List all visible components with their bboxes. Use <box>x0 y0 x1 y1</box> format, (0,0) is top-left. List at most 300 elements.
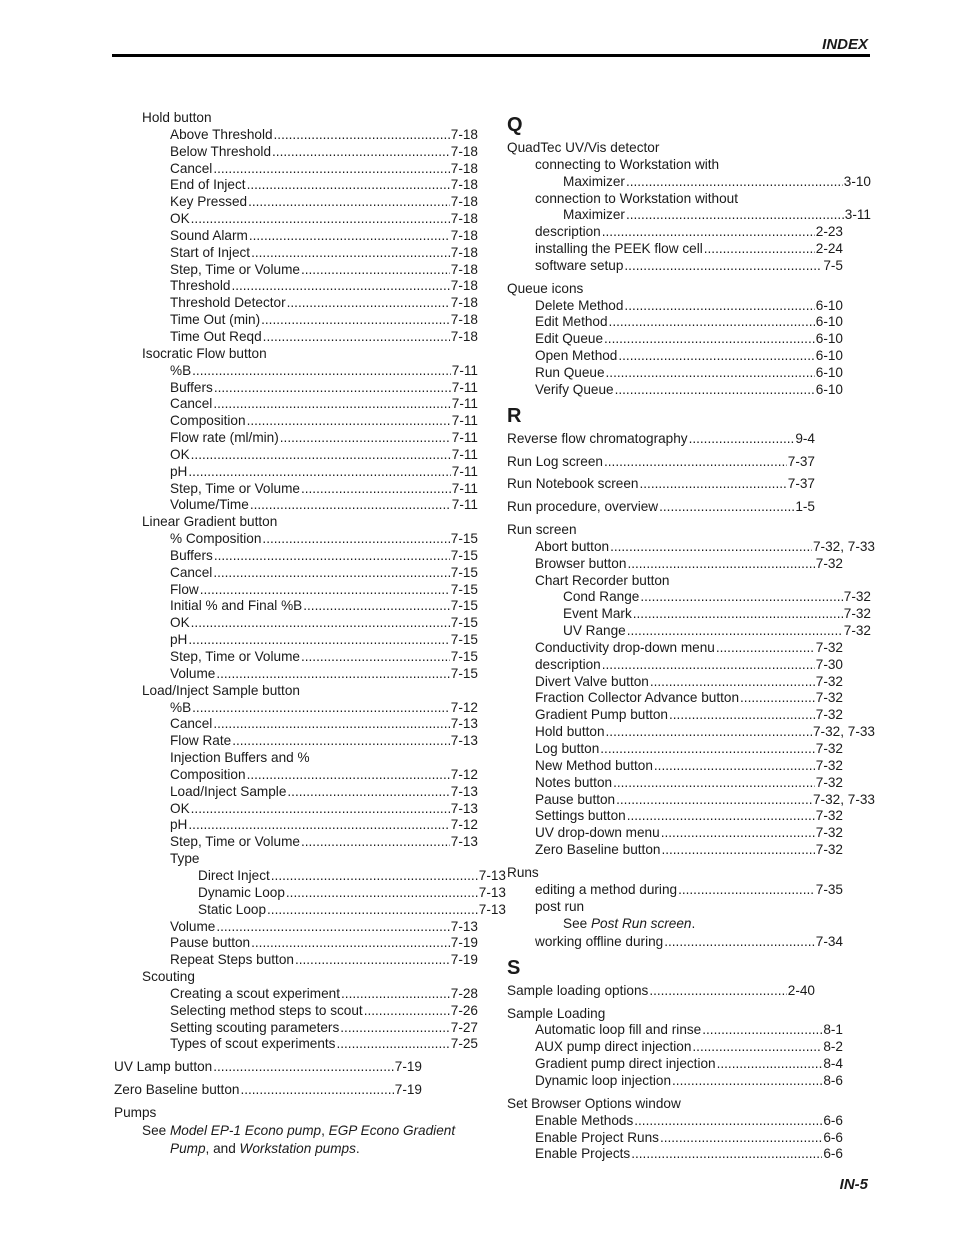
entry-page: 7-11 <box>451 362 478 378</box>
entry-term: Run procedure, overview <box>507 499 659 515</box>
dot-leader <box>249 228 450 245</box>
dot-leader <box>633 606 843 623</box>
index-entry <box>114 666 478 683</box>
dot-leader <box>364 1003 450 1020</box>
entry-page: 2-40 <box>787 982 815 998</box>
entry-term: working offline during <box>535 933 664 949</box>
entry-page: 7-19 <box>394 1082 422 1098</box>
entry-page: 7-32 <box>815 673 843 689</box>
dot-leader <box>192 363 451 380</box>
see-end: . <box>355 1141 360 1157</box>
entry-term: Verify Queue <box>535 381 614 397</box>
dot-leader <box>232 733 450 750</box>
dot-leader <box>303 598 450 615</box>
entry-page: 6-10 <box>815 364 843 380</box>
dot-leader <box>191 447 451 464</box>
entry-page: 6-6 <box>823 1112 843 1128</box>
index-entry <box>507 1022 843 1039</box>
dot-leader <box>639 476 786 493</box>
entry-page: 7-18 <box>450 261 478 277</box>
index-entry <box>114 1105 422 1122</box>
entry-page: 7-27 <box>450 1019 478 1035</box>
entry-page: 6-10 <box>815 331 843 347</box>
entry-page: 7-32 <box>843 606 871 622</box>
entry-term: Pumps <box>114 1104 157 1120</box>
entry-term: description <box>535 656 601 672</box>
index-entry <box>507 842 843 859</box>
dot-leader <box>188 464 450 481</box>
index-entry <box>114 447 478 464</box>
dot-leader <box>214 548 450 565</box>
entry-term: Enable Methods <box>535 1112 634 1128</box>
see-reference <box>114 1122 474 1141</box>
dot-leader <box>661 842 814 859</box>
dot-leader <box>624 298 814 315</box>
index-entry <box>507 224 843 241</box>
entry-page: 8-6 <box>823 1073 843 1088</box>
index-entry <box>507 314 843 331</box>
index-entry <box>114 1082 422 1099</box>
entry-term: Settings button <box>535 808 626 824</box>
entry-term: Run Log screen <box>507 453 603 469</box>
entry-page: 7-32 <box>815 741 843 756</box>
index-entry <box>114 110 450 127</box>
dot-leader <box>626 207 844 224</box>
see-target: EGP Econo Gradient <box>328 1122 456 1138</box>
entry-page: 7-18 <box>450 194 478 210</box>
entry-page: 7-12 <box>450 699 478 715</box>
entry-page: 7-13 <box>450 733 478 749</box>
index-entry <box>114 194 478 211</box>
index-entry <box>507 674 843 691</box>
index-entry <box>507 775 843 792</box>
dot-leader <box>689 431 795 448</box>
entry-term: Injection Buffers and % <box>170 750 310 766</box>
entry-term: End of Inject <box>170 177 246 193</box>
entry-page: 7-15 <box>450 564 478 580</box>
index-entry <box>507 382 843 399</box>
index-entry <box>114 531 478 548</box>
dot-leader <box>188 817 449 834</box>
index-entry <box>507 934 843 951</box>
entry-page: 7-11 <box>451 497 478 513</box>
index-entry <box>114 413 478 430</box>
index-entry <box>114 784 478 801</box>
entry-page: 7-13 <box>450 716 478 732</box>
entry-page: 7-5 <box>823 257 843 273</box>
dot-leader <box>213 161 449 178</box>
dot-leader <box>231 278 449 295</box>
dot-leader <box>602 657 815 674</box>
dot-leader <box>672 1073 822 1090</box>
index-entry <box>114 986 478 1003</box>
entry-page: 8-1 <box>823 1022 843 1038</box>
entry-page: 7-37 <box>787 476 815 492</box>
entry-term: Conductivity drop-down menu <box>535 639 715 655</box>
entry-term: Static Loop <box>198 901 267 917</box>
dot-leader <box>640 589 842 606</box>
entry-term: Key Pressed <box>170 194 248 210</box>
entry-page: 7-18 <box>450 328 478 344</box>
index-entry <box>114 245 478 262</box>
entry-term: Edit Method <box>535 314 608 330</box>
entry-page: 7-18 <box>450 278 478 294</box>
entry-page: 6-10 <box>815 348 843 364</box>
entry-page: 7-32 <box>843 589 871 605</box>
entry-term: Volume <box>170 665 216 681</box>
index-entry <box>507 241 843 258</box>
dot-leader <box>626 174 843 191</box>
entry-term: Step, Time or Volume <box>170 834 300 850</box>
index-entry <box>114 683 450 700</box>
index-entry <box>114 565 478 582</box>
see-prefix: See <box>142 1122 170 1138</box>
entry-page: 3-11 <box>844 207 871 223</box>
dot-leader <box>247 177 450 194</box>
entry-term: pH <box>170 463 188 479</box>
entry-term: Dynamic Loop <box>198 884 285 900</box>
see-target: Pump <box>170 1141 206 1157</box>
index-entry <box>114 497 478 514</box>
index-column-left <box>114 110 506 1159</box>
entry-term: Load/Inject Sample button <box>142 682 300 698</box>
entry-term: Step, Time or Volume <box>170 261 300 277</box>
entry-page: 7-13 <box>450 834 478 850</box>
entry-page: 7-15 <box>450 649 478 664</box>
entry-term: Load/Inject Sample <box>170 783 287 799</box>
dot-leader <box>301 481 451 498</box>
entry-term: Step, Time or Volume <box>170 649 300 664</box>
entry-term: Threshold Detector <box>170 295 286 311</box>
index-entry <box>507 1006 815 1023</box>
entry-term: Cancel <box>170 564 213 580</box>
dot-leader <box>274 127 450 144</box>
entry-term: connecting to Workstation with <box>535 156 720 172</box>
index-entry <box>114 396 478 413</box>
entry-page: 7-18 <box>450 295 478 311</box>
entry-term: QuadTec UV/Vis detector <box>507 140 660 155</box>
index-entry <box>114 295 478 312</box>
index-entry <box>507 882 843 899</box>
index-entry <box>114 481 478 498</box>
entry-term: Time Out Reqd <box>170 328 262 344</box>
dot-leader <box>609 314 815 331</box>
entry-term: Sample Loading <box>507 1005 606 1021</box>
entry-term: %B <box>170 699 192 715</box>
index-entry <box>507 1039 843 1056</box>
index-entry <box>114 161 478 178</box>
index-entry <box>507 623 871 640</box>
entry-term: Hold button <box>535 724 605 740</box>
entry-page: 7-15 <box>450 581 478 597</box>
entry-page: 7-13 <box>478 884 506 900</box>
entry-page: 7-32, 7-33 <box>813 791 875 807</box>
entry-page: 7-13 <box>450 918 478 934</box>
dot-leader <box>661 825 815 842</box>
entry-page: 7-13 <box>478 867 506 883</box>
dot-leader <box>250 497 451 514</box>
entry-term: OK <box>170 211 190 227</box>
entry-term: Set Browser Options window <box>507 1095 681 1111</box>
entry-term: Run Queue <box>535 364 605 380</box>
dot-leader <box>615 382 815 399</box>
dot-leader <box>600 741 815 758</box>
index-entry <box>507 476 815 493</box>
entry-term: Time Out (min) <box>170 312 261 328</box>
entry-term: Volume <box>170 918 216 934</box>
entry-page: 7-32 <box>815 639 843 655</box>
entry-term: Direct Inject <box>198 867 270 883</box>
dot-leader <box>287 784 449 801</box>
dot-leader <box>191 211 450 228</box>
entry-page: 7-12 <box>450 817 478 833</box>
entry-term: Delete Method <box>535 297 624 313</box>
entry-term: Composition <box>170 413 246 429</box>
entry-page: 7-13 <box>478 901 506 917</box>
index-entry <box>114 733 478 750</box>
index-entry <box>507 191 843 208</box>
entry-term: AUX pump direct injection <box>535 1039 692 1055</box>
entry-term: Pause button <box>535 791 616 807</box>
entry-page: 7-28 <box>450 985 478 1001</box>
dot-leader <box>717 1056 823 1073</box>
index-entry <box>507 522 815 539</box>
index-entry <box>114 380 478 397</box>
dot-leader <box>301 834 450 851</box>
entry-page: 7-11 <box>451 463 478 479</box>
dot-leader <box>678 882 815 899</box>
entry-page: 6-6 <box>823 1129 843 1145</box>
entry-page: 7-35 <box>815 881 843 897</box>
entry-page: 7-11 <box>451 480 478 496</box>
index-entry <box>507 281 815 298</box>
entry-term: OK <box>170 446 190 462</box>
index-entry <box>507 657 843 674</box>
index-entry <box>114 1020 478 1037</box>
entry-term: Creating a scout experiment <box>170 985 341 1001</box>
index-entry <box>114 548 478 565</box>
entry-page: 7-18 <box>450 312 478 328</box>
index-entry <box>114 615 478 632</box>
see-reference <box>507 915 867 934</box>
dot-leader <box>191 615 450 632</box>
dot-leader <box>618 348 814 365</box>
entry-term: UV Lamp button <box>114 1059 213 1075</box>
index-entry <box>114 952 478 969</box>
dot-leader <box>613 775 815 792</box>
index-entry <box>507 724 875 741</box>
index-entry <box>114 127 478 144</box>
index-entry <box>114 834 478 851</box>
entry-page: 6-10 <box>815 297 843 313</box>
dot-leader <box>301 649 450 666</box>
dot-leader <box>634 1113 822 1130</box>
entry-term: New Method button <box>535 757 653 773</box>
index-entry <box>114 935 478 952</box>
index-entry <box>114 598 478 615</box>
entry-page: 7-15 <box>450 598 478 614</box>
dot-leader <box>263 329 450 346</box>
index-entry <box>114 582 478 599</box>
entry-page: 7-32 <box>815 825 843 841</box>
index-entry <box>114 1036 478 1053</box>
index-entry <box>114 801 478 818</box>
entry-page: 7-32 <box>815 555 843 571</box>
dot-leader <box>200 582 450 599</box>
index-entry <box>507 808 843 825</box>
entry-term: Gradient pump direct injection <box>535 1056 716 1072</box>
entry-term: description <box>535 224 601 240</box>
index-entry <box>114 716 478 733</box>
entry-page: 7-18 <box>450 177 478 193</box>
entry-page: 7-15 <box>450 615 478 631</box>
dot-leader <box>660 1130 822 1147</box>
dot-leader <box>669 707 815 724</box>
index-entry <box>507 431 815 448</box>
dot-leader <box>261 312 450 329</box>
entry-term: Flow rate (ml/min) <box>170 430 279 446</box>
entry-term: Cond Range <box>563 589 640 605</box>
index-entry <box>507 331 843 348</box>
dot-leader <box>287 295 450 312</box>
entry-page: 7-32 <box>843 623 871 639</box>
entry-term: UV drop-down menu <box>535 825 660 841</box>
index-entry <box>507 1146 843 1163</box>
entry-term: Cancel <box>170 160 213 176</box>
entry-page: 7-11 <box>451 413 478 429</box>
entry-term: Dynamic loop injection <box>535 1073 672 1088</box>
index-entry <box>507 792 875 809</box>
index-entry <box>507 1056 843 1073</box>
index-entry <box>114 969 450 986</box>
dot-leader <box>631 1146 822 1163</box>
dot-leader <box>272 144 450 161</box>
index-entry <box>114 767 478 784</box>
entry-page: 8-4 <box>823 1056 843 1072</box>
index-entry <box>114 851 478 868</box>
index-entry <box>507 899 843 916</box>
entry-page: 9-4 <box>795 430 815 446</box>
entry-term: Reverse flow chromatography <box>507 430 688 446</box>
index-entry <box>114 144 478 161</box>
entry-term: UV Range <box>563 623 626 639</box>
index-entry <box>507 1096 815 1113</box>
index-entry <box>114 919 478 936</box>
entry-page: 7-30 <box>815 656 843 672</box>
entry-term: Flow <box>170 581 199 597</box>
dot-leader <box>602 224 815 241</box>
entry-term: Open Method <box>535 348 618 364</box>
entry-page: 7-32 <box>815 690 843 706</box>
index-entry <box>114 902 506 919</box>
index-entry <box>507 539 875 556</box>
entry-term: Maximizer <box>563 207 625 223</box>
dot-leader <box>191 801 450 818</box>
dot-leader <box>627 808 815 825</box>
dot-leader <box>627 556 814 573</box>
index-entry <box>114 817 478 834</box>
entry-term: Sound Alarm <box>170 227 248 243</box>
see-target: Model EP-1 Econo pump <box>169 1122 322 1138</box>
dot-leader <box>214 380 451 397</box>
dot-leader <box>616 792 812 809</box>
see-target: Workstation pumps <box>239 1141 356 1157</box>
entry-term: Abort button <box>535 538 610 554</box>
header-rule <box>112 54 870 57</box>
entry-term: Maximizer <box>563 173 625 189</box>
entry-term: % Composition <box>170 531 262 547</box>
dot-leader <box>216 666 449 683</box>
entry-page: 7-18 <box>450 227 478 243</box>
index-entry <box>507 454 815 471</box>
entry-term: Automatic loop fill and rinse <box>535 1022 702 1038</box>
dot-leader <box>213 565 449 582</box>
index-entry <box>114 430 478 447</box>
entry-term: Below Threshold <box>170 143 272 159</box>
index-entry <box>507 707 843 724</box>
index-entry <box>114 750 478 767</box>
entry-term: Divert Valve button <box>535 673 649 689</box>
see-separator: , and <box>205 1141 240 1157</box>
entry-page: 7-32 <box>815 707 843 723</box>
entry-term: Flow Rate <box>170 733 232 749</box>
dot-leader <box>301 262 450 279</box>
index-entry <box>507 157 843 174</box>
entry-term: Pause button <box>170 935 251 951</box>
entry-term: OK <box>170 800 190 816</box>
dot-leader <box>692 1039 822 1056</box>
index-entry <box>114 1003 478 1020</box>
entry-term: installing the PEEK flow cell <box>535 241 703 257</box>
dot-leader <box>341 986 450 1003</box>
index-entry <box>507 298 843 315</box>
index-entry <box>507 606 871 623</box>
entry-term: Initial % and Final %B <box>170 598 303 614</box>
entry-page: 7-11 <box>451 379 478 395</box>
entry-term: Start of Inject <box>170 244 251 260</box>
dot-leader <box>610 539 812 556</box>
entry-term: Setting scouting parameters <box>170 1019 340 1035</box>
index-entry <box>507 1130 843 1147</box>
entry-term: Queue icons <box>507 280 584 296</box>
entry-term: Runs <box>507 864 539 880</box>
dot-leader <box>247 767 450 784</box>
dot-leader <box>240 1082 393 1099</box>
dot-leader <box>267 902 478 919</box>
entry-page: 7-11 <box>451 396 478 412</box>
entry-term: Threshold <box>170 278 231 294</box>
see-reference-continued <box>114 1140 474 1159</box>
index-entry <box>507 258 843 275</box>
index-entry <box>114 228 478 245</box>
index-entry <box>114 649 478 666</box>
entry-term: Log button <box>535 741 600 756</box>
index-entry <box>507 174 871 191</box>
dot-leader <box>604 331 815 348</box>
entry-page: 1-5 <box>795 499 815 515</box>
index-entry <box>114 312 478 329</box>
entry-page: 7-12 <box>450 766 478 782</box>
index-entry <box>507 758 843 775</box>
entry-term: post run <box>535 898 585 914</box>
dot-leader <box>192 700 450 717</box>
page-number: IN-5 <box>839 1176 868 1193</box>
entry-page: 7-18 <box>450 244 478 260</box>
entry-page: 7-15 <box>450 665 478 681</box>
index-entry <box>114 868 506 885</box>
entry-page: 7-11 <box>451 446 478 462</box>
entry-page: 7-19 <box>394 1059 422 1075</box>
